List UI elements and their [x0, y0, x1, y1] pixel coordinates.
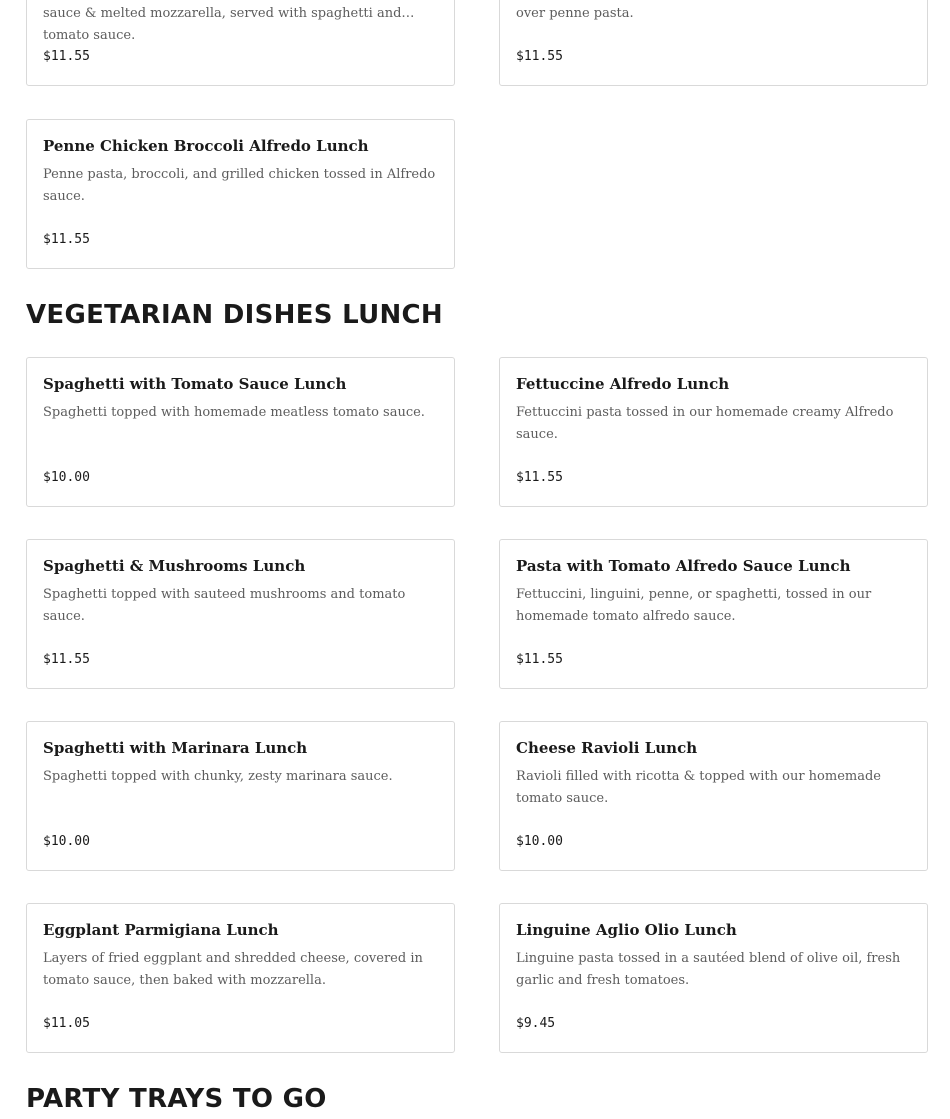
menu-item-description: Fettuccini pasta tossed in our homemade creamy Alfredo sauce. [516, 405, 894, 442]
menu-item-card[interactable] [26, 539, 455, 689]
menu-item-description: Spaghetti topped with homemade meatless tomato sauce. [43, 405, 425, 420]
menu-item-name: Spaghetti & Mushrooms Lunch [43, 557, 306, 575]
menu-item-price: $11.55 [43, 232, 90, 247]
menu-item-card[interactable] [499, 0, 928, 86]
menu-item-price: $11.55 [516, 470, 563, 485]
menu-item-card[interactable] [499, 721, 928, 871]
menu-item-price: $11.55 [516, 652, 563, 667]
menu-item-card[interactable] [26, 357, 455, 507]
menu-item-name: Eggplant Parmigiana Lunch [43, 921, 279, 939]
menu-item-name: Penne Chicken Broccoli Alfredo Lunch [43, 137, 369, 155]
menu-item-card[interactable] [499, 357, 928, 507]
menu-item-description: Spaghetti topped with chunky, zesty marinara sauce. [43, 769, 393, 784]
menu-item-name: Fettuccine Alfredo Lunch [516, 375, 730, 393]
menu-item-description: Ravioli filled with ricotta & topped with our homemade tomato sauce. [516, 769, 881, 806]
menu-item-card[interactable] [499, 903, 928, 1053]
menu-item-card[interactable] [26, 0, 455, 86]
menu-item-description: Spaghetti topped with sauteed mushrooms and tomato sauce. [43, 587, 406, 624]
menu-item-card[interactable] [26, 903, 455, 1053]
menu-item-description: Penne pasta, broccoli, and grilled chicken tossed in Alfredo sauce. [43, 167, 436, 204]
menu-item-name: Pasta with Tomato Alfredo Sauce Lunch [516, 557, 851, 575]
menu-item-price: $10.00 [43, 834, 90, 849]
menu-item-price: $10.00 [43, 470, 90, 485]
menu-item-name: Spaghetti with Marinara Lunch [43, 739, 308, 757]
menu-item-price: $9.45 [516, 1016, 556, 1031]
section-heading-party-trays: PARTY TRAYS TO GO [26, 1084, 327, 1114]
menu-item-name: Spaghetti with Tomato Sauce Lunch [43, 375, 347, 393]
menu-item-description: over penne pasta. [516, 6, 634, 21]
menu-item-price: $11.55 [43, 49, 90, 64]
menu-item-price: $11.55 [43, 652, 90, 667]
menu-item-name: Linguine Aglio Olio Lunch [516, 921, 737, 939]
menu-item-description: sauce & melted mozzarella, served with spaghetti and tomato sauce. [43, 6, 402, 43]
menu-item-price: $11.55 [516, 49, 563, 64]
menu-item-name: Cheese Ravioli Lunch [516, 739, 698, 757]
menu-item-card[interactable] [499, 539, 928, 689]
menu-item-card[interactable] [26, 721, 455, 871]
menu-item-card[interactable] [26, 119, 455, 269]
menu-item-description: Layers of fried eggplant and shredded cheese, covered in tomato sauce, then baked with mozzarella. [43, 951, 423, 988]
menu-item-price: $10.00 [516, 834, 563, 849]
menu-item-description: Linguine pasta tossed in a sautéed blend of olive oil, fresh garlic and fresh tomatoes. [516, 951, 901, 988]
menu-item-description: Fettuccini, linguini, penne, or spaghetti, tossed in our homemade tomato alfredo sauce. [516, 587, 872, 624]
menu-item-price: $11.05 [43, 1016, 90, 1031]
section-heading-vegetarian: VEGETARIAN DISHES LUNCH [26, 300, 443, 330]
